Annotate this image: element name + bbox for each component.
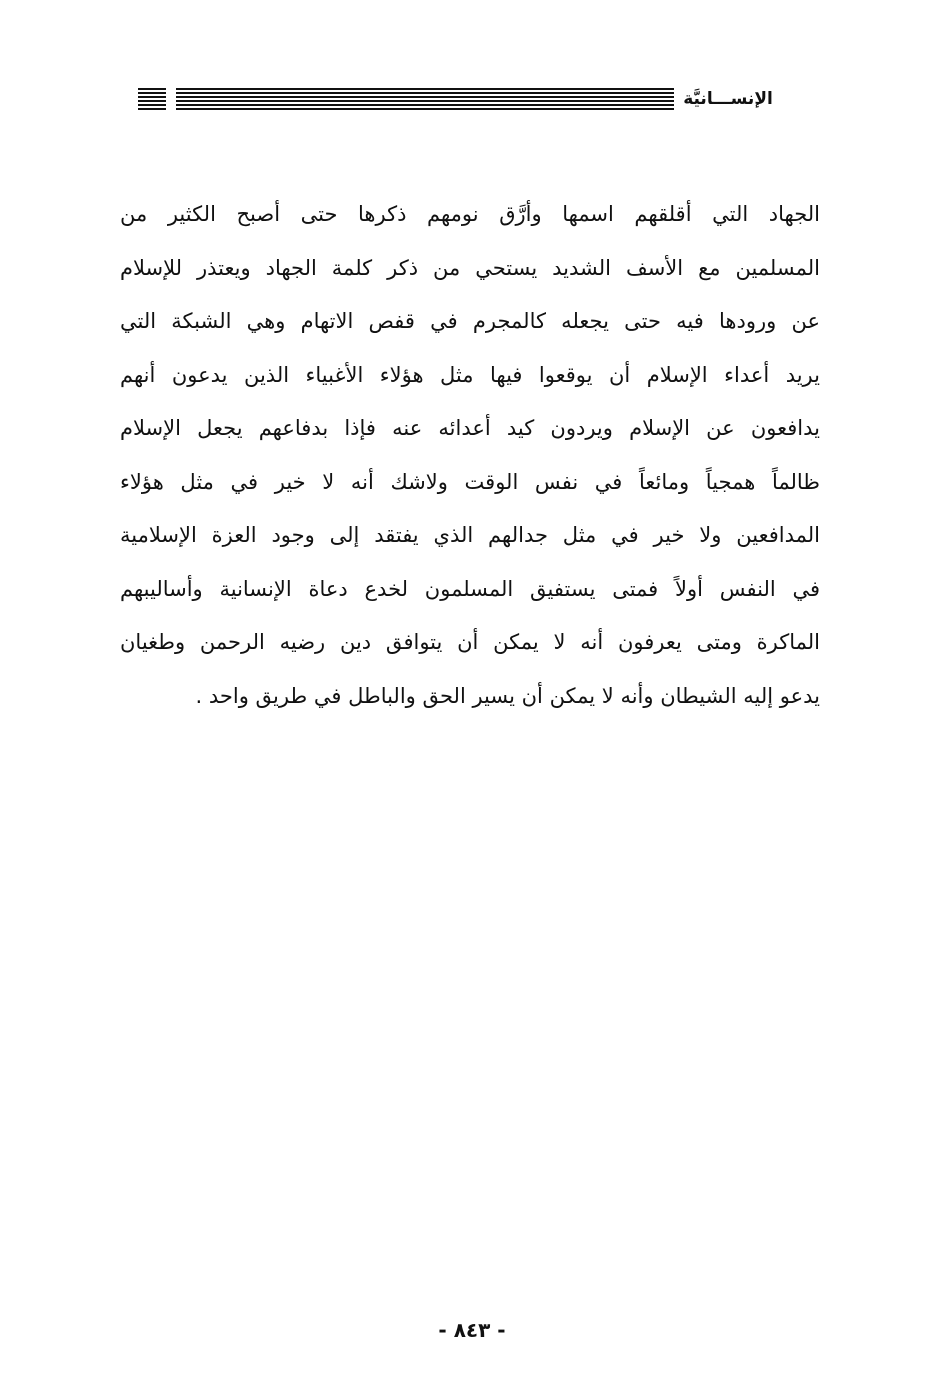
page-number: - ٨٤٣ - [438,1318,506,1342]
body-paragraph [120,188,820,723]
text-line: ظالماً همجياً ومائعاً في نفس الوقت ولاشك أنه لا خير في مثل هؤلاء [120,469,820,494]
text-line: يريد أعداء الإسلام أن يوقعوا فيها مثل هؤلاء الأغبياء الذين يدعون أنهم [120,362,820,387]
running-header [138,84,820,114]
text-line: المدافعين ولا خير في مثل جدالهم الذي يفتقد إلى وجود العزة الإسلامية [120,523,820,547]
text-line: عن ورودها فيه حتى يجعله كالمجرم في قفص الاتهام وهي الشبكة التي [120,309,820,333]
header-rule-short [138,88,166,110]
text-line: الجهاد التي أقلقهم اسمها وأرَّق نومهم ذكرها حتى أصبح الكثير من [120,202,820,226]
text-line: الماكرة ومتى يعرفون أنه لا يمكن أن يتوافق دين رضيه الرحمن وطغيان [120,630,820,654]
text-line: يدافعون عن الإسلام ويردون كيد أعدائه عنه فإذا بدفاعهم يجعل الإسلام [120,416,820,440]
header-title: الإنســـانيَّة [683,89,773,109]
text-line: في النفس أولاً فمتى يستفيق المسلمون لخدع دعاة الإنسانية وأساليبهم [120,576,820,601]
text-line: المسلمين مع الأسف الشديد يستحي من ذكر كلمة الجهاد ويعتذر للإسلام [120,255,820,280]
header-rule-long [176,88,674,110]
text-line: يدعو إليه الشيطان وأنه لا يمكن أن يسير الحق والباطل في طريق واحد . [195,683,820,708]
